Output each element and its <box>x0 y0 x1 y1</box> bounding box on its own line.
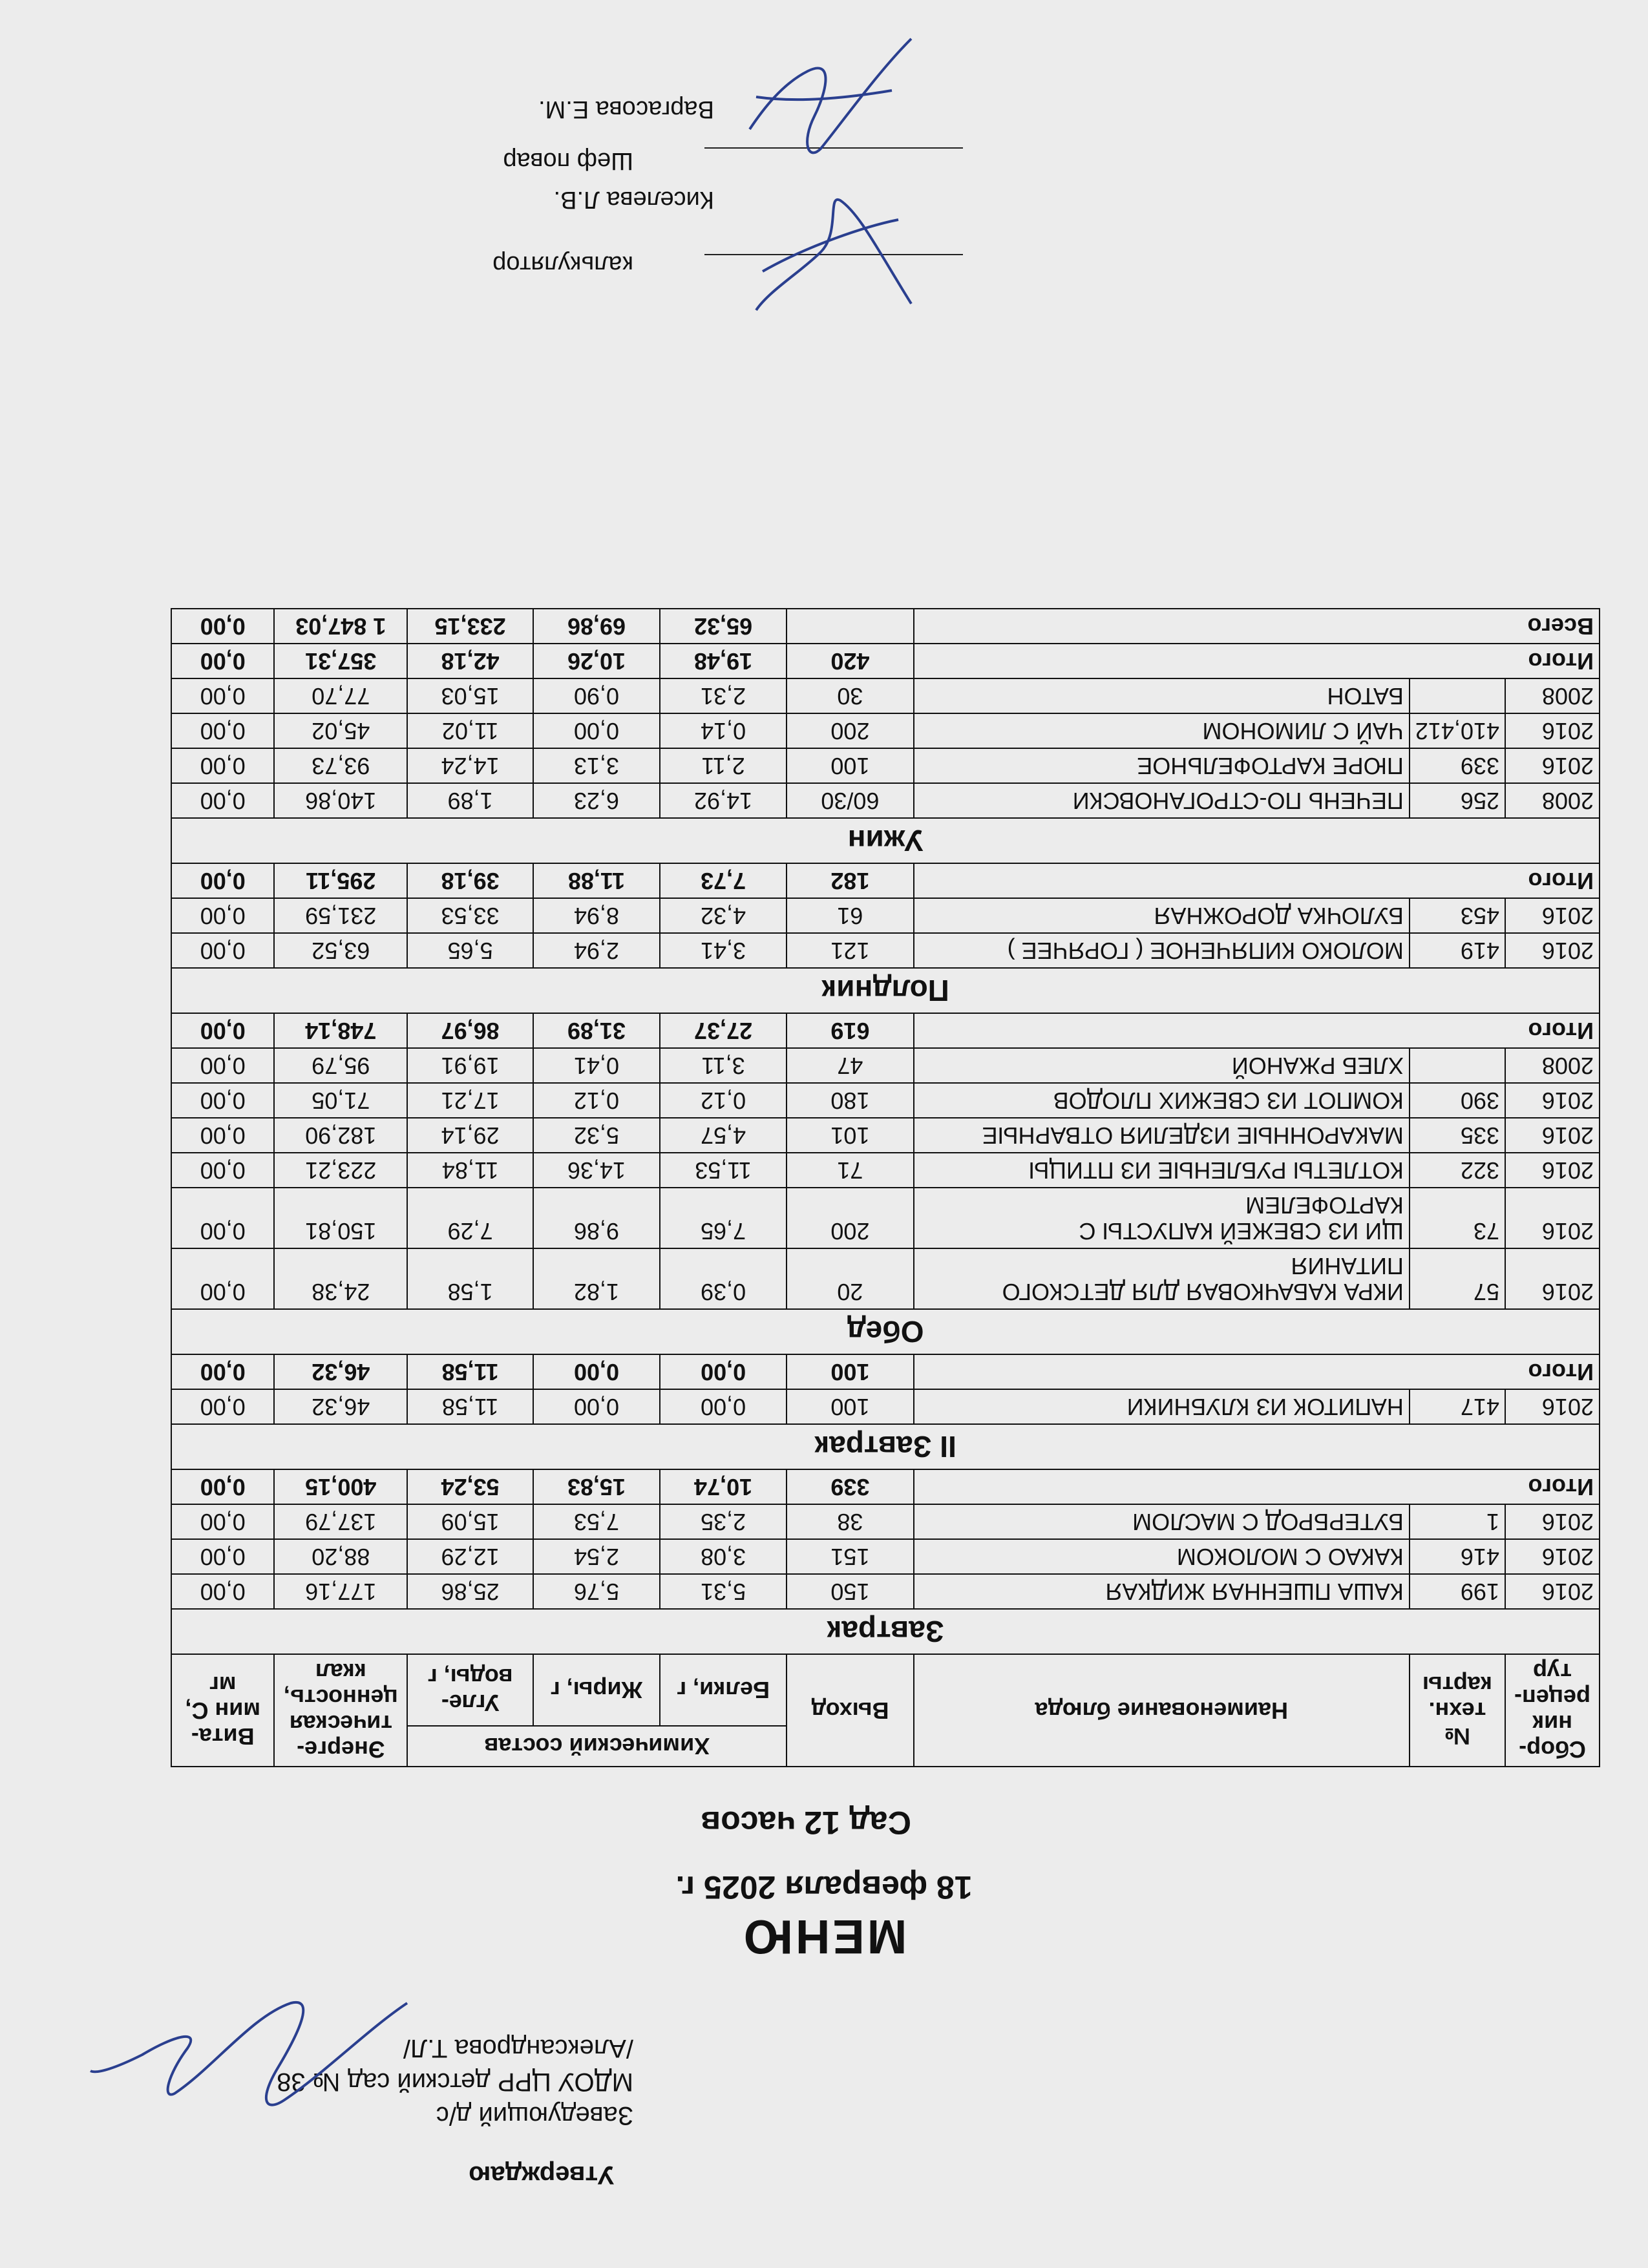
cell-yield: 101 <box>787 1118 913 1153</box>
cell-vitamin: 0,00 <box>171 1048 274 1083</box>
approval-title: Утверждаю <box>469 2161 614 2189</box>
total-energy: 357,31 <box>274 644 407 678</box>
cell-carbs: 11,58 <box>407 1389 533 1424</box>
cell-fat: 2,94 <box>533 933 660 968</box>
total-fat: 10,26 <box>533 644 660 678</box>
cell-energy: 150,81 <box>274 1188 407 1248</box>
cell-dish: БАТОН <box>914 678 1410 713</box>
cell-protein: 2,31 <box>660 678 787 713</box>
cell-dish: ЩИ ИЗ СВЕЖЕЙ КАПУСТЫ С КАРТОФЕЛЕМ <box>914 1188 1410 1248</box>
grand-total-label: Всего <box>914 609 1600 644</box>
cell-card: 199 <box>1410 1574 1505 1609</box>
cell-vitamin: 0,00 <box>171 1188 274 1248</box>
cell-collection: 2016 <box>1505 1504 1600 1539</box>
cell-carbs: 7,29 <box>407 1188 533 1248</box>
cell-collection: 2016 <box>1505 1083 1600 1118</box>
cell-vitamin: 0,00 <box>171 1248 274 1309</box>
col-chem: Химический состав <box>407 1726 787 1767</box>
total-row <box>171 644 1600 678</box>
total-carbs: 53,24 <box>407 1469 533 1504</box>
cell-collection: 2016 <box>1505 1539 1600 1574</box>
cell-vitamin: 0,00 <box>171 783 274 818</box>
cell-card: 73 <box>1410 1188 1505 1248</box>
grand-total-carbs: 233,15 <box>407 609 533 644</box>
cell-dish: НАПИТОК ИЗ КЛУБНИКИ <box>914 1389 1410 1424</box>
cell-protein: 5,31 <box>660 1574 787 1609</box>
cell-vitamin: 0,00 <box>171 898 274 933</box>
cell-collection: 2016 <box>1505 1248 1600 1309</box>
cell-energy: 88,20 <box>274 1539 407 1574</box>
page-title: МЕНЮ <box>741 1910 907 1964</box>
cell-energy: 177,16 <box>274 1574 407 1609</box>
total-carbs: 39,18 <box>407 863 533 898</box>
grand-total-protein: 65,32 <box>660 609 787 644</box>
table-row <box>171 1248 1600 1309</box>
cell-vitamin: 0,00 <box>171 678 274 713</box>
total-label: Итого <box>914 1013 1600 1048</box>
cell-fat: 1,82 <box>533 1248 660 1309</box>
cell-protein: 2,11 <box>660 748 787 783</box>
total-vitamin: 0,00 <box>171 1354 274 1389</box>
cell-collection: 2016 <box>1505 1153 1600 1188</box>
total-yield: 619 <box>787 1013 913 1048</box>
cell-dish: ИКРА КАБАЧКОВАЯ ДЛЯ ДЕТСКОГО ПИТАНИЯ <box>914 1248 1410 1309</box>
cell-card: 416 <box>1410 1539 1505 1574</box>
cell-protein: 0,00 <box>660 1389 787 1424</box>
menu-date: 18 февраля 2025 г. <box>675 1869 973 1906</box>
cell-yield: 200 <box>787 713 913 748</box>
cell-fat: 0,90 <box>533 678 660 713</box>
total-yield: 182 <box>787 863 913 898</box>
total-vitamin: 0,00 <box>171 1469 274 1504</box>
cell-collection: 2016 <box>1505 933 1600 968</box>
cell-carbs: 1,58 <box>407 1248 533 1309</box>
grand-total-energy: 1 847,03 <box>274 609 407 644</box>
cell-fat: 0,00 <box>533 1389 660 1424</box>
total-row <box>171 1354 1600 1389</box>
cell-dish: ЧАЙ С ЛИМОНОМ <box>914 713 1410 748</box>
total-fat: 11,88 <box>533 863 660 898</box>
cell-protein: 7,65 <box>660 1188 787 1248</box>
cell-yield: 20 <box>787 1248 913 1309</box>
cell-protein: 4,57 <box>660 1118 787 1153</box>
calc-signature <box>743 168 937 330</box>
cell-vitamin: 0,00 <box>171 1153 274 1188</box>
total-protein: 7,73 <box>660 863 787 898</box>
cell-protein: 0,39 <box>660 1248 787 1309</box>
cell-yield: 30 <box>787 678 913 713</box>
cell-fat: 6,23 <box>533 783 660 818</box>
cell-yield: 60/30 <box>787 783 913 818</box>
cell-energy: 46,32 <box>274 1389 407 1424</box>
cell-carbs: 11,84 <box>407 1153 533 1188</box>
cell-energy: 137,79 <box>274 1504 407 1539</box>
table-row <box>171 933 1600 968</box>
cell-collection: 2016 <box>1505 1188 1600 1248</box>
cell-collection: 2008 <box>1505 1048 1600 1083</box>
cell-carbs: 29,14 <box>407 1118 533 1153</box>
cell-yield: 38 <box>787 1504 913 1539</box>
cell-vitamin: 0,00 <box>171 1083 274 1118</box>
cell-card: 410,412 <box>1410 713 1505 748</box>
cell-dish: БУЛОЧКА ДОРОЖНАЯ <box>914 898 1410 933</box>
section-row <box>171 1609 1600 1654</box>
cell-carbs: 1,89 <box>407 783 533 818</box>
total-fat: 31,89 <box>533 1013 660 1048</box>
total-yield: 420 <box>787 644 913 678</box>
cell-carbs: 15,09 <box>407 1504 533 1539</box>
section-row <box>171 968 1600 1013</box>
section-row <box>171 1309 1600 1354</box>
cell-protein: 3,08 <box>660 1539 787 1574</box>
col-dish: Наименование блюда <box>914 1654 1410 1767</box>
cell-collection: 2008 <box>1505 678 1600 713</box>
approval-line-2: МДОУ ЦРР детский сад № 38 <box>277 2068 633 2096</box>
col-card: № техн. карты <box>1410 1654 1505 1767</box>
col-vitamin: Вита-мин С, мг <box>171 1654 274 1767</box>
cell-vitamin: 0,00 <box>171 933 274 968</box>
garden-mode: Сад 12 часов <box>701 1805 911 1841</box>
total-protein: 19,48 <box>660 644 787 678</box>
section-title: Обед <box>171 1309 1600 1354</box>
cell-collection: 2016 <box>1505 748 1600 783</box>
menu-table-body <box>171 609 1600 1654</box>
cell-carbs: 12,29 <box>407 1539 533 1574</box>
total-vitamin: 0,00 <box>171 863 274 898</box>
col-collection: Сбор-ник рецеп-тур <box>1505 1654 1600 1767</box>
chef-signature <box>737 13 931 168</box>
section-title: Завтрак <box>171 1609 1600 1654</box>
cell-card: 322 <box>1410 1153 1505 1188</box>
table-row <box>171 1153 1600 1188</box>
cell-collection: 2008 <box>1505 783 1600 818</box>
cell-protein: 14,92 <box>660 783 787 818</box>
table-row <box>171 898 1600 933</box>
total-yield: 100 <box>787 1354 913 1389</box>
col-fat: Жиры, г <box>533 1654 660 1726</box>
section-row <box>171 818 1600 863</box>
cell-protein: 0,14 <box>660 713 787 748</box>
cell-card: 453 <box>1410 898 1505 933</box>
cell-yield: 150 <box>787 1574 913 1609</box>
cell-dish: КОТЛЕТЫ РУБЛЕНЫЕ ИЗ ПТИЦЫ <box>914 1153 1410 1188</box>
cell-carbs: 14,24 <box>407 748 533 783</box>
total-label: Итого <box>914 1469 1600 1504</box>
cell-dish: ПЕЧЕНЬ ПО-СТРОГАНОВСКИ <box>914 783 1410 818</box>
total-label: Итого <box>914 863 1600 898</box>
grand-total-yield <box>787 609 913 644</box>
cell-energy: 24,38 <box>274 1248 407 1309</box>
cell-dish: ПЮРЕ КАРТОФЕЛЬНОЕ <box>914 748 1410 783</box>
total-protein: 0,00 <box>660 1354 787 1389</box>
section-title: Полдник <box>171 968 1600 1013</box>
table-row <box>171 713 1600 748</box>
cell-collection: 2016 <box>1505 1118 1600 1153</box>
total-row <box>171 863 1600 898</box>
cell-protein: 3,11 <box>660 1048 787 1083</box>
cell-fat: 7,53 <box>533 1504 660 1539</box>
table-row <box>171 1574 1600 1609</box>
cell-carbs: 33,53 <box>407 898 533 933</box>
total-vitamin: 0,00 <box>171 644 274 678</box>
calc-name: Киселева Л.В. <box>553 186 714 213</box>
cell-card: 339 <box>1410 748 1505 783</box>
cell-vitamin: 0,00 <box>171 748 274 783</box>
cell-yield: 180 <box>787 1083 913 1118</box>
cell-yield: 71 <box>787 1153 913 1188</box>
cell-yield: 47 <box>787 1048 913 1083</box>
cell-yield: 100 <box>787 1389 913 1424</box>
approval-line-3: /Александрова Т.Л/ <box>403 2034 633 2063</box>
table-row <box>171 748 1600 783</box>
cell-collection: 2016 <box>1505 898 1600 933</box>
total-energy: 46,32 <box>274 1354 407 1389</box>
cell-carbs: 19,91 <box>407 1048 533 1083</box>
cell-protein: 11,53 <box>660 1153 787 1188</box>
grand-total-row <box>171 609 1600 644</box>
approval-line-1: Заведующий д/с <box>436 2101 633 2130</box>
cell-card: 390 <box>1410 1083 1505 1118</box>
cell-carbs: 15,03 <box>407 678 533 713</box>
cell-fat: 5,76 <box>533 1574 660 1609</box>
cell-energy: 77,70 <box>274 678 407 713</box>
cell-card: 417 <box>1410 1389 1505 1424</box>
cell-dish: КАКАО С МОЛОКОМ <box>914 1539 1410 1574</box>
total-energy: 400,15 <box>274 1469 407 1504</box>
cell-yield: 200 <box>787 1188 913 1248</box>
table-row <box>171 1389 1600 1424</box>
cell-card: 335 <box>1410 1118 1505 1153</box>
calc-title: калькулятор <box>492 251 633 278</box>
cell-fat: 9,86 <box>533 1188 660 1248</box>
total-row <box>171 1469 1600 1504</box>
cell-fat: 0,12 <box>533 1083 660 1118</box>
table-row <box>171 1188 1600 1248</box>
cell-protein: 4,32 <box>660 898 787 933</box>
cell-protein: 0,12 <box>660 1083 787 1118</box>
cell-collection: 2016 <box>1505 1574 1600 1609</box>
cell-card: 1 <box>1410 1504 1505 1539</box>
cell-vitamin: 0,00 <box>171 1389 274 1424</box>
cell-protein: 2,35 <box>660 1504 787 1539</box>
cell-yield: 151 <box>787 1539 913 1574</box>
cell-vitamin: 0,00 <box>171 713 274 748</box>
total-carbs: 11,58 <box>407 1354 533 1389</box>
cell-vitamin: 0,00 <box>171 1574 274 1609</box>
cell-carbs: 11,02 <box>407 713 533 748</box>
cell-energy: 140,86 <box>274 783 407 818</box>
total-protein: 27,37 <box>660 1013 787 1048</box>
cell-dish: МОЛОКО КИПЯЧЕНОЕ ( ГОРЯЧЕЕ ) <box>914 933 1410 968</box>
cell-energy: 93,73 <box>274 748 407 783</box>
cell-vitamin: 0,00 <box>171 1504 274 1539</box>
chef-title: Шеф повар <box>503 147 633 174</box>
cell-card <box>1410 1048 1505 1083</box>
cell-energy: 223,21 <box>274 1153 407 1188</box>
cell-card: 57 <box>1410 1248 1505 1309</box>
table-row <box>171 1048 1600 1083</box>
cell-collection: 2016 <box>1505 1389 1600 1424</box>
cell-card: 256 <box>1410 783 1505 818</box>
cell-energy: 63,52 <box>274 933 407 968</box>
cell-fat: 14,36 <box>533 1153 660 1188</box>
cell-collection: 2016 <box>1505 713 1600 748</box>
table-row <box>171 1083 1600 1118</box>
cell-fat: 8,94 <box>533 898 660 933</box>
section-title: Ужин <box>171 818 1600 863</box>
cell-yield: 121 <box>787 933 913 968</box>
cell-carbs: 25,86 <box>407 1574 533 1609</box>
cell-fat: 0,00 <box>533 713 660 748</box>
cell-fat: 0,41 <box>533 1048 660 1083</box>
total-energy: 748,14 <box>274 1013 407 1048</box>
cell-dish: КАША ПШЕННАЯ ЖИДКАЯ <box>914 1574 1410 1609</box>
section-title: II Завтрак <box>171 1424 1600 1469</box>
cell-energy: 231,59 <box>274 898 407 933</box>
cell-dish: ХЛЕБ РЖАНОЙ <box>914 1048 1410 1083</box>
total-fat: 0,00 <box>533 1354 660 1389</box>
cell-energy: 182,90 <box>274 1118 407 1153</box>
cell-energy: 45,02 <box>274 713 407 748</box>
total-yield: 339 <box>787 1469 913 1504</box>
chef-name: Варгасова Е.М. <box>538 96 714 123</box>
col-carbs: Угле-воды, г <box>407 1654 533 1726</box>
table-row <box>171 678 1600 713</box>
col-energy: Энерге-тическая ценность, ккал <box>274 1654 407 1767</box>
table-row <box>171 1539 1600 1574</box>
cell-dish: МАКАРОННЫЕ ИЗДЕЛИЯ ОТВАРНЫЕ <box>914 1118 1410 1153</box>
total-protein: 10,74 <box>660 1469 787 1504</box>
menu-table <box>171 608 1600 1767</box>
total-row <box>171 1013 1600 1048</box>
cell-fat: 5,32 <box>533 1118 660 1153</box>
cell-carbs: 5,65 <box>407 933 533 968</box>
table-row <box>171 1504 1600 1539</box>
cell-fat: 2,54 <box>533 1539 660 1574</box>
col-yield: Выход <box>787 1654 913 1767</box>
grand-total-fat: 69,86 <box>533 609 660 644</box>
col-protein: Белки, г <box>660 1654 787 1726</box>
cell-yield: 61 <box>787 898 913 933</box>
cell-yield: 100 <box>787 748 913 783</box>
total-carbs: 42,18 <box>407 644 533 678</box>
cell-carbs: 17,21 <box>407 1083 533 1118</box>
cell-fat: 3,13 <box>533 748 660 783</box>
cell-energy: 95,79 <box>274 1048 407 1083</box>
total-fat: 15,83 <box>533 1469 660 1504</box>
cell-vitamin: 0,00 <box>171 1118 274 1153</box>
table-row <box>171 783 1600 818</box>
total-label: Итого <box>914 1354 1600 1389</box>
total-carbs: 86,97 <box>407 1013 533 1048</box>
total-label: Итого <box>914 644 1600 678</box>
cell-vitamin: 0,00 <box>171 1539 274 1574</box>
cell-dish: КОМПОТ ИЗ СВЕЖИХ ПЛОДОВ <box>914 1083 1410 1118</box>
cell-dish: БУТЕРБРОД С МАСЛОМ <box>914 1504 1410 1539</box>
grand-total-vitamin: 0,00 <box>171 609 274 644</box>
cell-card <box>1410 678 1505 713</box>
total-vitamin: 0,00 <box>171 1013 274 1048</box>
approval-signature <box>84 1977 420 2126</box>
cell-card: 419 <box>1410 933 1505 968</box>
total-energy: 295,11 <box>274 863 407 898</box>
table-row <box>171 1118 1600 1153</box>
cell-energy: 71,05 <box>274 1083 407 1118</box>
section-row <box>171 1424 1600 1469</box>
cell-protein: 3,41 <box>660 933 787 968</box>
